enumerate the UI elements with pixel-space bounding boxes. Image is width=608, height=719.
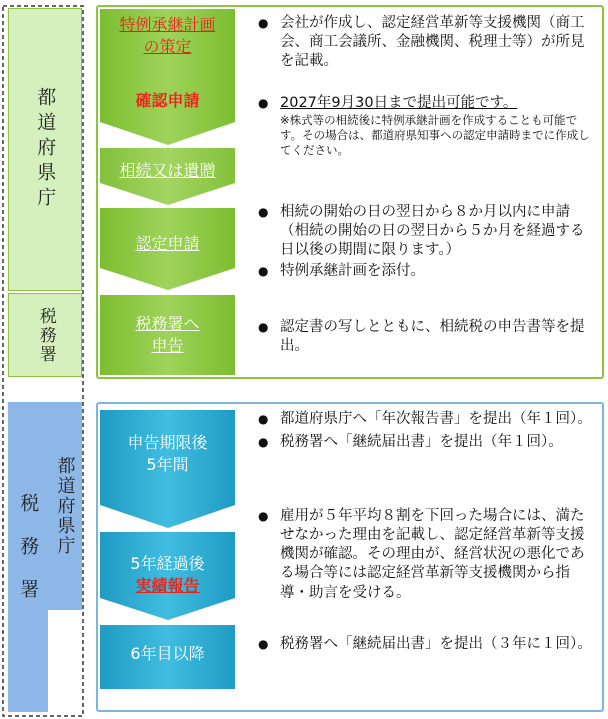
label-tax-office-bottom-text: 税務署 <box>17 492 40 622</box>
desc-tax-report <box>258 318 594 356</box>
desc-after5-text: 雇用が５年平均８割を下回った場合には、満たせなかった理由を記載し、認定経営革新等支援機関が確認。その理由が、経営状況の悪化である場合等には認定経営革新等支援機関から指導・助言を受ける。 <box>280 508 585 601</box>
label-prefecture-top <box>8 8 82 291</box>
bullet-icon: ● <box>258 320 269 334</box>
step-tax-report <box>100 313 235 356</box>
label-tax-office-top <box>8 293 82 377</box>
step-5years-line1: 申告期限後 <box>127 433 208 452</box>
step-5years-line2: 5年間 <box>146 454 189 474</box>
desc-certify-text-a: 相続の開始の日の翌日から８か月以内に申請（相続の開始の日の翌日から５か月を経過する日以後の期間に限ります。） <box>280 204 585 259</box>
label-prefecture-bottom <box>48 402 82 610</box>
step-year6-line1: 6年目以降 <box>130 644 205 663</box>
label-prefecture-top-text: 都道府県庁 <box>34 87 57 212</box>
desc-5years-text-b: 税務署へ「継続届出書」を提出（年１回）。 <box>280 434 563 451</box>
step-plan-line1: 特例承継計画 <box>119 15 216 34</box>
step-plan-line2: の策定 <box>143 36 192 56</box>
desc-certify-text-b: 特例承継計画を添付。 <box>280 263 425 280</box>
bullet-icon: ● <box>258 412 269 426</box>
step-year6 <box>100 643 235 665</box>
step-certify <box>100 233 235 255</box>
label-tax-office-top-text: 税務署 <box>35 306 56 364</box>
desc-tax-report-text: 認定書の写しとともに、相続税の申告書等を提出。 <box>280 319 585 355</box>
label-tax-office-bottom <box>8 402 48 712</box>
step-tax-report-line1: 税務署へ <box>135 314 200 333</box>
step-inherit <box>100 160 235 182</box>
bullet-icon: ● <box>258 96 269 110</box>
bullet-icon: ● <box>258 637 269 651</box>
desc-year6-text: 税務署へ「継続届出書」を提出（３年に１回）。 <box>280 636 592 652</box>
step-confirm <box>100 90 235 112</box>
step-after5 <box>100 553 235 596</box>
desc-confirm-text: 2027年9月30日まで提出可能です。 <box>280 95 518 111</box>
desc-confirm-note: ※株式等の相続後に特例承継計画を作成することも可能です。その場合は、都道府県知事への認定申請時までに作成してください。 <box>280 113 590 158</box>
step-5years <box>100 432 235 475</box>
desc-plan <box>258 14 594 71</box>
desc-certify <box>258 203 594 282</box>
step-inherit-line1: 相続又は遺贈 <box>119 161 216 180</box>
step-after5-line1: 5年経過後 <box>130 554 205 573</box>
bullet-icon: ● <box>258 435 269 450</box>
step-certify-line1: 認定申請 <box>135 234 200 253</box>
label-prefecture-bottom-text: 都道府県庁 <box>54 456 76 556</box>
step-tax-report-line2: 申告 <box>151 335 184 355</box>
bullet-icon: ● <box>258 16 269 30</box>
desc-plan-text: 会社が作成し、認定経営革新等支援機関（商工会、商工会議所、金融機関、税理士等）が所見を記載。 <box>280 15 585 70</box>
desc-5years <box>258 410 594 452</box>
bullet-icon: ● <box>258 205 269 219</box>
desc-year6 <box>258 635 594 654</box>
desc-after5 <box>258 507 594 603</box>
desc-confirm <box>258 94 594 158</box>
desc-5years-text-a: 都道府県庁へ「年次報告書」を提出（年１回）。 <box>280 411 592 427</box>
step-after5-line2: 実績報告 <box>135 575 200 595</box>
step-confirm-line1: 確認申請 <box>135 91 200 110</box>
step-plan <box>100 14 235 57</box>
bullet-icon: ● <box>258 509 269 523</box>
bullet-icon: ● <box>258 264 269 279</box>
